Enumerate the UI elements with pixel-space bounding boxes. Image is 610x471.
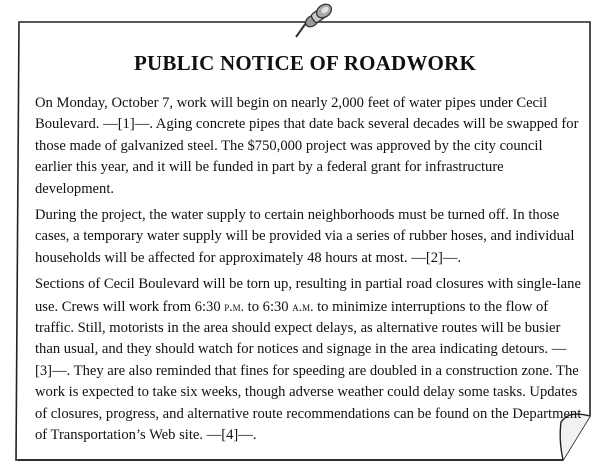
paragraph-2-text-b: . — [457, 249, 462, 266]
blank-marker-1: —[1]— — [103, 116, 150, 133]
paragraph-2 — [35, 205, 582, 269]
blank-marker-3: —[3]— — [35, 341, 567, 379]
paragraph-3-text-a: Sections of Cecil Boulevard will be torn up, resulting in partial road closures with single-lane use. Crews will work from 6:30 — [35, 276, 581, 315]
paragraph-1-text-a: On Monday, October 7, work will begin on nearly 2,000 feet of water pipes under Cecil Boulevard. — [35, 95, 548, 133]
paragraph-3-text-b: to minimize interruptions to the flow of traffic. Still, motorists in the area should expect delays, as alternative routes will be busier than usual, and they should watch for notices and signage in the area indicating detours. — [35, 298, 561, 358]
blank-marker-2: —[2]— — [411, 249, 458, 266]
blank-marker-4: —[4]— — [206, 427, 253, 444]
paragraph-1-text-b: . Aging concrete pipes that date back several decades will be swapped for those made of galvanized steel. The $750,000 project was approved by the city council earlier this year, and it will be funded in part by a federal grant for infrastructure development. — [35, 116, 579, 197]
paragraph-2-text-a: During the project, the water supply to certain neighborhoods must be turned off. In those cases, a temporary water supply will be provided via a series of rubber hoses, and individual households will be affected for approximately 48 hours at most. — [35, 207, 575, 266]
pm-abbreviation: p.m. — [224, 298, 245, 314]
paragraph-3 — [35, 274, 582, 446]
pushpin-icon — [292, 3, 336, 39]
paragraph-3-text-c: . They are also reminded that fines for speeding are doubled in a construction zone. The work is expected to take six weeks, though adverse weather could delay some tasks. Updates of closures, progress, and alternative route recommendations can be found on the Department of Transportation’s Web site. — [35, 362, 582, 444]
paragraph-1 — [35, 93, 582, 200]
paragraph-3-text-mid: to 6:30 — [244, 298, 293, 315]
notice-title: PUBLIC NOTICE OF ROADWORK — [134, 51, 476, 75]
notice-body — [35, 93, 582, 452]
paragraph-3-text-d: . — [252, 427, 257, 444]
am-abbreviation: a.m. — [292, 298, 314, 314]
